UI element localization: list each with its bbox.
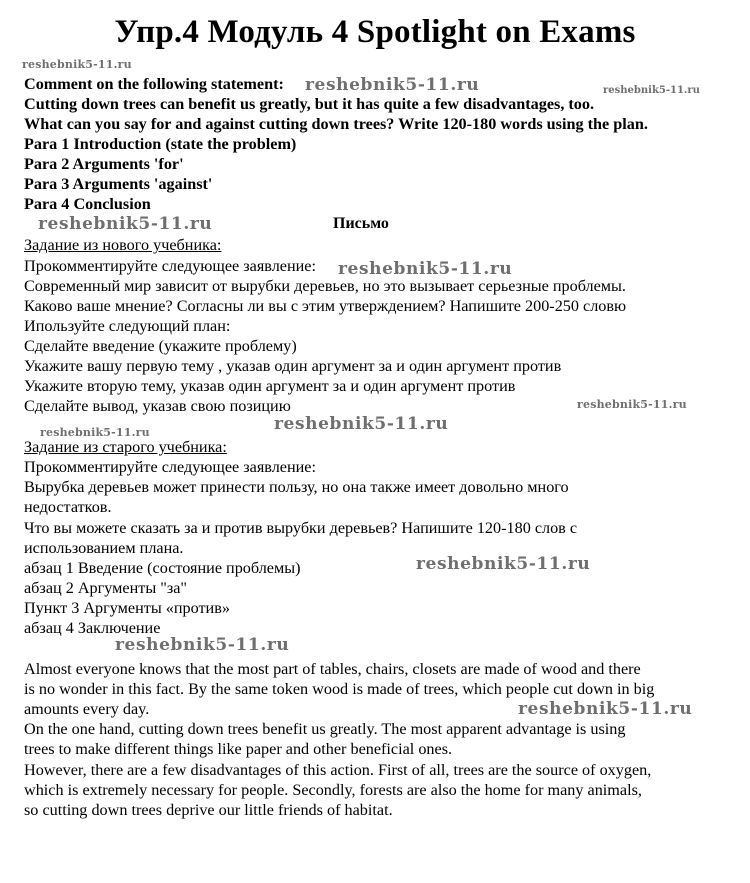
watermark: reshebnik5-11.ru xyxy=(305,75,480,95)
watermark: reshebnik5-11.ru xyxy=(603,85,700,96)
task-line: Прокомментируйте следующее заявление: xyxy=(24,257,316,275)
essay-line: which is extremely necessary for people. Secondly, forests are also the home for many animals, xyxy=(24,781,642,799)
plan-item: абзац 4 Заключение xyxy=(24,619,161,637)
watermark: reshebnik5-11.ru xyxy=(577,398,687,411)
watermark: reshebnik5-11.ru xyxy=(40,426,150,439)
essay-line: trees to make different things like paper and other beneficial ones. xyxy=(24,740,453,758)
plan-item: Para 4 Conclusion xyxy=(24,195,151,213)
watermark: reshebnik5-11.ru xyxy=(115,635,290,655)
section-heading: Письмо xyxy=(333,215,389,232)
page-title: Упр.4 Модуль 4 Spotlight on Exams xyxy=(114,14,636,50)
plan-item: абзац 2 Аргументы "за" xyxy=(24,579,188,597)
task-line: Ипользуйте следующий план: xyxy=(24,317,231,335)
plan-item: абзац 1 Введение (состояние проблемы) xyxy=(24,559,301,577)
watermark: reshebnik5-11.ru xyxy=(38,214,213,234)
task-line: Вырубка деревьев может принести пользу, но она также имеет довольно много xyxy=(24,478,569,496)
essay-line: On the one hand, cutting down trees benefit us greatly. The most apparent advantage is using xyxy=(24,720,626,738)
watermark: reshebnik5-11.ru xyxy=(518,699,693,719)
plan-item: Para 3 Arguments 'against' xyxy=(24,175,213,193)
watermark: reshebnik5-11.ru xyxy=(416,554,591,574)
plan-item: Сделайте введение (укажите проблему) xyxy=(24,337,297,355)
essay-line: amounts every day. xyxy=(24,700,150,718)
old-textbook-heading: Задание из старого учебника: xyxy=(24,438,227,456)
task-line: Каково ваше мнение? Согласны ли вы с этим утверждением? Напишите 200-250 словю xyxy=(24,297,627,315)
watermark: reshebnik5-11.ru xyxy=(22,58,132,71)
task-line: недостатков. xyxy=(24,498,112,516)
watermark: reshebnik5-11.ru xyxy=(338,259,513,279)
plan-item: Para 2 Arguments 'for' xyxy=(24,155,184,173)
task-line: Что вы можете сказать за и против вырубки деревьев? Напишите 120-180 слов с xyxy=(24,519,578,537)
plan-item: Пункт 3 Аргументы «против» xyxy=(24,599,230,617)
task-line: использованием плана. xyxy=(24,539,184,557)
essay-line: is no wonder in this fact. By the same token wood is made of trees, which people cut down in big xyxy=(24,680,655,698)
essay-line: Almost everyone knows that the most part of tables, chairs, closets are made of wood and there xyxy=(24,660,641,678)
task-line: Современный мир зависит от вырубки деревьев, но это вызывает серьезные проблемы. xyxy=(24,277,626,295)
plan-item: Укажите вашу первую тему , указав один аргумент за и один аргумент против xyxy=(24,357,562,375)
task-line: Comment on the following statement: xyxy=(24,75,284,93)
plan-item: Укажите вторую тему, указав один аргумент за и один аргумент против xyxy=(24,377,516,395)
watermark: reshebnik5-11.ru xyxy=(274,414,449,434)
plan-item: Сделайте вывод, указав свою позицию xyxy=(24,397,291,415)
task-line: What can you say for and against cutting down trees? Write 120-180 words using the plan. xyxy=(24,115,648,133)
essay-line: However, there are a few disadvantages of this action. First of all, trees are the source of oxygen, xyxy=(24,761,652,779)
essay-line: so cutting down trees deprive our little friends of habitat. xyxy=(24,801,393,819)
task-line: Прокомментируйте следующее заявление: xyxy=(24,458,316,476)
plan-item: Para 1 Introduction (state the problem) xyxy=(24,135,297,153)
task-line: Cutting down trees can benefit us greatly, but it has quite a few disadvantages, too. xyxy=(24,95,595,113)
new-textbook-heading: Задание из нового учебника: xyxy=(24,236,222,254)
